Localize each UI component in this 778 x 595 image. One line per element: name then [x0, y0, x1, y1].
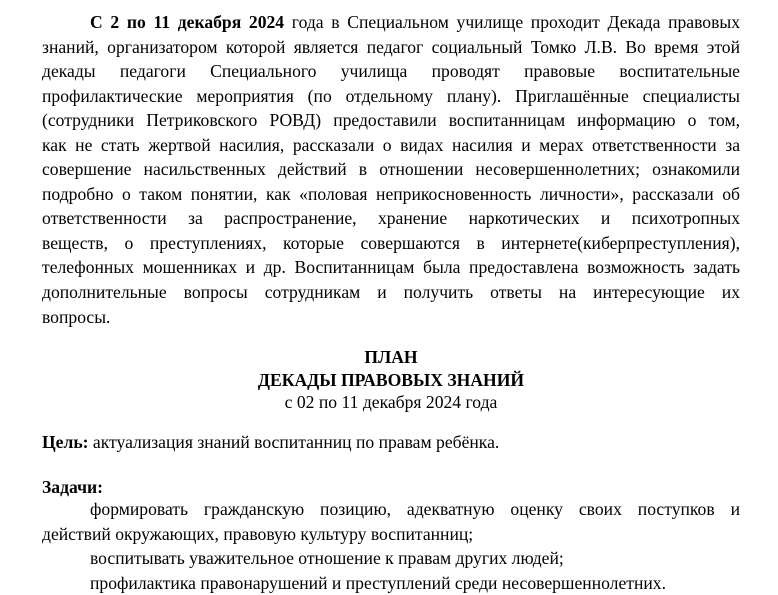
- tasks-list: [42, 497, 740, 595]
- tasks-label: Задачи:: [42, 477, 103, 497]
- task-line-2: действий окружающих, правовую культуру воспитанниц;: [42, 523, 474, 544]
- plan-dates: с 02 по 11 декабря 2024 года: [284, 392, 498, 412]
- intro-lead: С 2 по 11 декабря 2024: [90, 12, 285, 32]
- intro-line-5: (сотрудники Петриковского РОВД) предоставили воспитанницам информацию о том,: [42, 110, 740, 131]
- intro-line-12: дополнительные вопросы сотрудникам и получить ответы на интересующие их: [42, 282, 740, 303]
- task-line-1: формировать гражданскую позицию, адекватную оценку своих поступков и: [90, 499, 740, 519]
- task-line-3: воспитывать уважительное отношение к правам других людей;: [90, 548, 564, 569]
- task-line-4: профилактика правонарушений и преступлений среди несовершеннолетних.: [90, 572, 666, 593]
- plan-title: ПЛАН: [364, 347, 418, 367]
- intro-line-9: ответственности за распространение, хранение наркотических и психотропных: [42, 208, 740, 229]
- intro-line-8: подробно о таком понятии, как «половая неприкосновенность личности», рассказали об: [42, 183, 740, 204]
- intro-line-2: знаний, организатором которой является педагог социальный Томко Л.В. Во время этой: [42, 36, 740, 57]
- plan-subtitle: ДЕКАДЫ ПРАВОВЫХ ЗНАНИЙ: [257, 370, 525, 390]
- goal-label: Цель:: [42, 432, 89, 452]
- intro-line-10: веществ, о преступлениях, которые совершаются в интернете(киберпреступления),: [42, 232, 740, 253]
- intro-line-11: телефонных мошенниках и др. Воспитанницам была предоставлена возможность задать: [42, 257, 740, 278]
- intro-paragraph: [42, 10, 740, 329]
- intro-line-7: совершение насильственных действий в отношении несовершеннолетних; ознакомили: [42, 159, 740, 180]
- intro-line-4: профилактические мероприятия (по отдельному плану). Приглашённые специалисты: [42, 85, 740, 106]
- intro-line-1: С 2 по 11 декабря 2024 года в Специальном училище проходит Декада правовых: [90, 12, 741, 32]
- goal-line: [42, 430, 740, 455]
- intro-line-3: декады педагоги Специального училища проводят правовые воспитательные: [42, 61, 740, 82]
- intro-line-6: как не стать жертвой насилия, рассказали о видах насилия и мерах ответственности за: [42, 134, 740, 155]
- intro-line-13: вопросы.: [42, 306, 111, 327]
- goal-text: актуализация знаний воспитанниц по правам ребёнка.: [88, 432, 500, 452]
